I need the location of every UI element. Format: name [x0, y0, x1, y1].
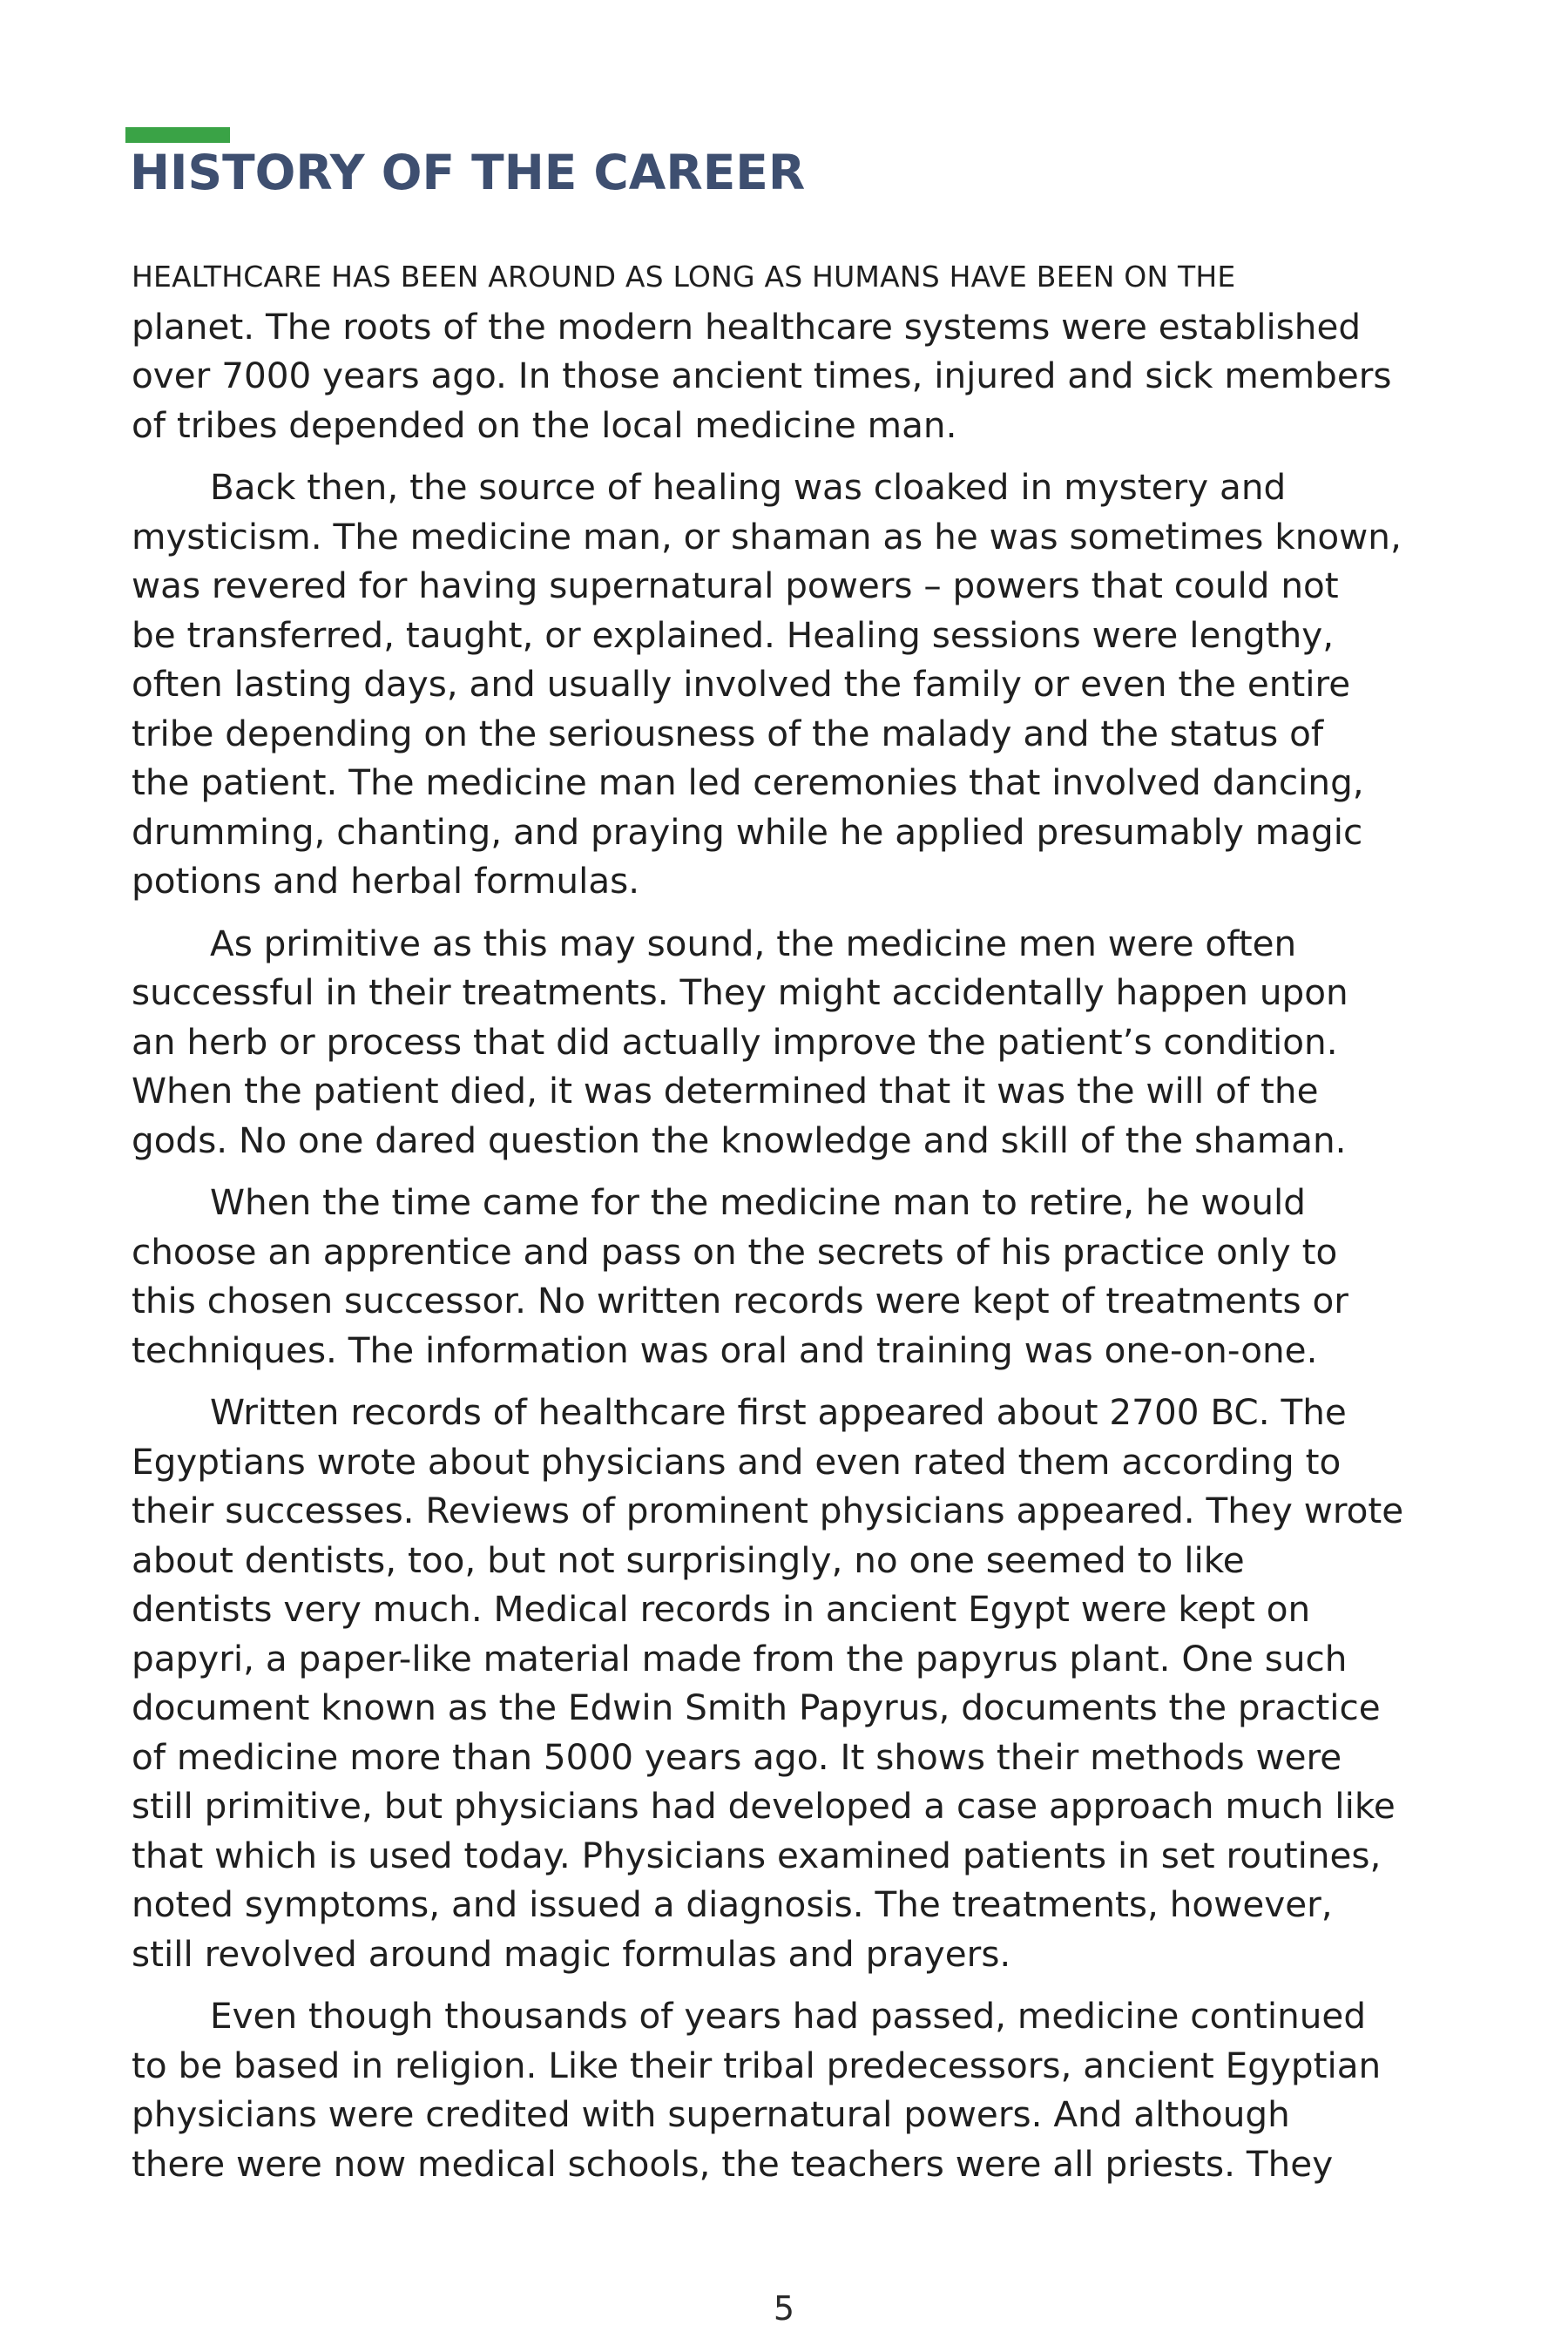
paragraph-line: gods. No one dared question the knowledge and skill of the shaman. [132, 1119, 1347, 1161]
paragraph-line: often lasting days, and usually involved the family or even the entire [132, 663, 1351, 705]
paragraph-2 [132, 463, 1447, 906]
paragraph-line: HEALTHCARE HAS BEEN AROUND AS LONG AS HUMANS HAVE BEEN ON THE [132, 260, 1236, 294]
paragraph-line: was revered for having supernatural powers – powers that could not [132, 564, 1339, 606]
paragraph-line: Even though thousands of years had passed, medicine continued [210, 1995, 1367, 2037]
paragraph-line: successful in their treatments. They might accidentally happen upon [132, 971, 1348, 1013]
paragraph-line: of tribes depended on the local medicine man. [132, 403, 957, 446]
paragraph-3 [132, 919, 1447, 1166]
paragraph-line: Egyptians wrote about physicians and even rated them according to [132, 1440, 1342, 1483]
paragraph-line: papyri, a paper-like material made from the papyrus plant. One such [132, 1637, 1348, 1680]
paragraph-line: the patient. The medicine man led ceremonies that involved dancing, [132, 761, 1364, 803]
paragraph-4 [132, 1178, 1447, 1375]
paragraph-line: to be based in religion. Like their tribal predecessors, ancient Egyptian [132, 2044, 1382, 2086]
paragraph-line: planet. The roots of the modern healthcare systems were established [132, 305, 1362, 348]
paragraph-line: mysticism. The medicine man, or shaman as he was sometimes known, [132, 515, 1402, 558]
paragraph-line: Back then, the source of healing was cloaked in mystery and [210, 466, 1287, 508]
paragraph-line: When the patient died, it was determined that it was the will of the [132, 1070, 1319, 1112]
paragraph-line: still primitive, but physicians had developed a case approach much like [132, 1785, 1396, 1827]
paragraph-line: noted symptoms, and issued a diagnosis. The treatments, however, [132, 1883, 1333, 1925]
page-number: 5 [773, 2289, 795, 2328]
paragraph-line: of medicine more than 5000 years ago. It shows their methods were [132, 1735, 1342, 1778]
paragraph-line: drumming, chanting, and praying while he applied presumably magic [132, 810, 1363, 853]
paragraph-line: an herb or process that did actually improve the patient’s condition. [132, 1020, 1338, 1063]
paragraph-line: choose an apprentice and pass on the secrets of his practice only to [132, 1230, 1338, 1273]
paragraph-line: tribe depending on the seriousness of the malady and the status of [132, 712, 1324, 754]
paragraph-line: document known as the Edwin Smith Papyrus, documents the practice [132, 1686, 1381, 1728]
paragraph-line: dentists very much. Medical records in ancient Egypt were kept on [132, 1588, 1311, 1630]
paragraph-1 [132, 253, 1447, 449]
paragraph-line: about dentists, too, but not surprisingly, no one seemed to like [132, 1538, 1245, 1581]
paragraph-line: Written records of healthcare first appeared about 2700 BC. The [210, 1391, 1347, 1433]
paragraph-6 [132, 1991, 1447, 2188]
paragraph-line: When the time came for the medicine man to retire, he would [210, 1181, 1306, 1223]
paragraph-line: As primitive as this may sound, the medicine men were often [210, 922, 1297, 964]
paragraph-5 [132, 1388, 1447, 1978]
paragraph-line: over 7000 years ago. In those ancient times, injured and sick members [132, 355, 1392, 396]
paragraph-line: this chosen successor. No written records were kept of treatments or [132, 1280, 1348, 1321]
paragraph-line: be transferred, taught, or explained. Healing sessions were lengthy, [132, 613, 1335, 656]
paragraph-line: there were now medical schools, the teachers were all priests. They [132, 2142, 1334, 2185]
body-text [132, 253, 1447, 2201]
paragraph-line: techniques. The information was oral and training was one-on-one. [132, 1328, 1318, 1371]
paragraph-line: still revolved around magic formulas and prayers. [132, 1932, 1011, 1975]
section-heading: HISTORY OF THE CAREER [130, 145, 806, 200]
paragraph-line: physicians were credited with supernatural powers. And although [132, 2093, 1290, 2135]
paragraph-line: their successes. Reviews of prominent physicians appeared. They wrote [132, 1490, 1404, 1531]
paragraph-line: potions and herbal formulas. [132, 860, 640, 902]
paragraph-line: that which is used today. Physicians examined patients in set routines, [132, 1834, 1382, 1876]
